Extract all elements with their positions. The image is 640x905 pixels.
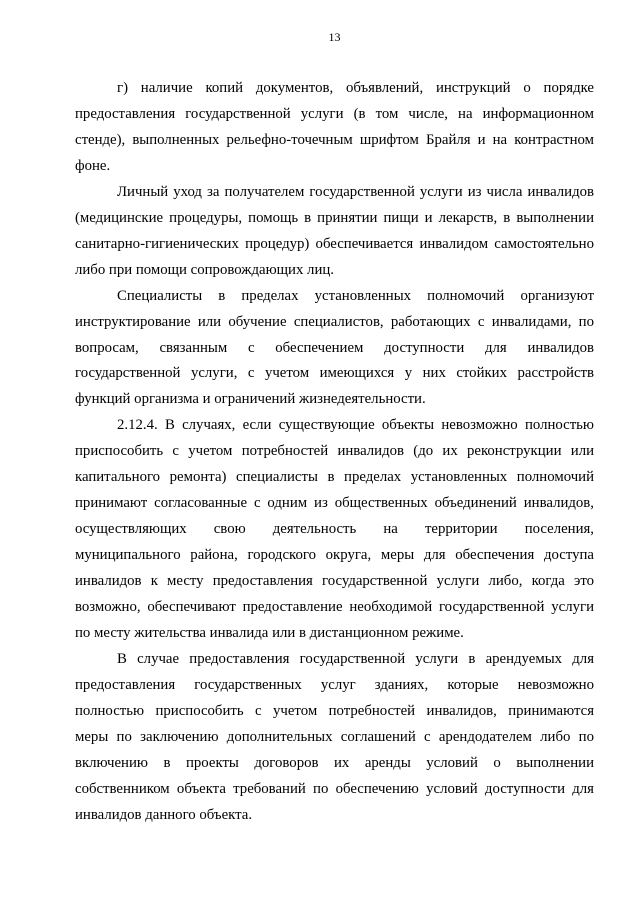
text-line: собственником объекта требований по обеспечению условий доступности для [75,780,594,797]
text-line: принимают согласованные с одним из общественных объединений инвалидов, [75,495,594,512]
paragraph-staff-instruction [75,284,594,414]
paragraph-personal-care [75,180,594,284]
text-line: стенде), выполненных рельефно-точечным шрифтом Брайля и на контрастном [75,131,594,148]
text-line: полностью приспособить с учетом потребностей инвалидов, принимаются [75,702,594,719]
text-line: по месту жительства инвалида или в дистанционном режиме. [75,625,464,642]
text-line: 2.12.4. В случаях, если существующие объекты невозможно полностью [117,417,594,434]
text-line: государственной услуги, с учетом имеющихся у них стойких расстройств [75,365,594,382]
text-line: осуществляющих свою деятельность на территории поселения, [75,521,594,538]
text-line: (медицинские процедуры, помощь в принятии пищи и лекарств, в выполнении [75,209,594,226]
page-number: 13 [328,30,341,44]
text-line: меры по заключению дополнительных соглашений с арендодателем либо по [75,728,594,745]
text-line: санитарно-гигиенических процедур) обеспечивается инвалидом самостоятельно [75,235,594,252]
paragraph-braille-materials [75,76,594,180]
paragraph-section-2-12-4 [75,413,594,647]
document-body [75,76,594,829]
text-line: Специалисты в пределах установленных полномочий организуют [117,287,594,304]
text-line: предоставления государственных услуг зданиях, которые невозможно [75,676,594,693]
text-line: функций организма и ограничений жизнедеятельности. [75,391,426,408]
text-line: приспособить с учетом потребностей инвалидов (до их реконструкции или [75,443,594,460]
text-line: вопросам, связанным с обеспечением доступности для инвалидов [75,339,594,356]
paragraph-leased-buildings [75,647,594,829]
text-line: включению в проекты договоров их аренды условий о выполнении [75,754,594,771]
text-line: Личный уход за получателем государственной услуги из числа инвалидов [117,183,594,200]
text-line: предоставления государственной услуги (в том числе, на информационном [75,105,594,122]
text-line: В случае предоставления государственной услуги в арендуемых для [117,650,594,667]
text-line: инструктирование или обучение специалистов, работающих с инвалидами, по [75,313,594,330]
text-line: инвалидов данного объекта. [75,806,253,823]
text-line: капитального ремонта) специалисты в пределах установленных полномочий [75,469,594,486]
text-line: фоне. [75,157,111,174]
text-line: г) наличие копий документов, объявлений, инструкций о порядке [117,80,594,96]
text-line: муниципального района, городского округа, меры для обеспечения доступа [75,547,594,564]
text-line: либо при помощи сопровождающих лиц. [75,261,334,278]
text-line: инвалидов к месту предоставления государственной услуги либо, когда это [75,573,594,590]
text-line: возможно, обеспечивают предоставление необходимой государственной услуги [75,599,594,616]
